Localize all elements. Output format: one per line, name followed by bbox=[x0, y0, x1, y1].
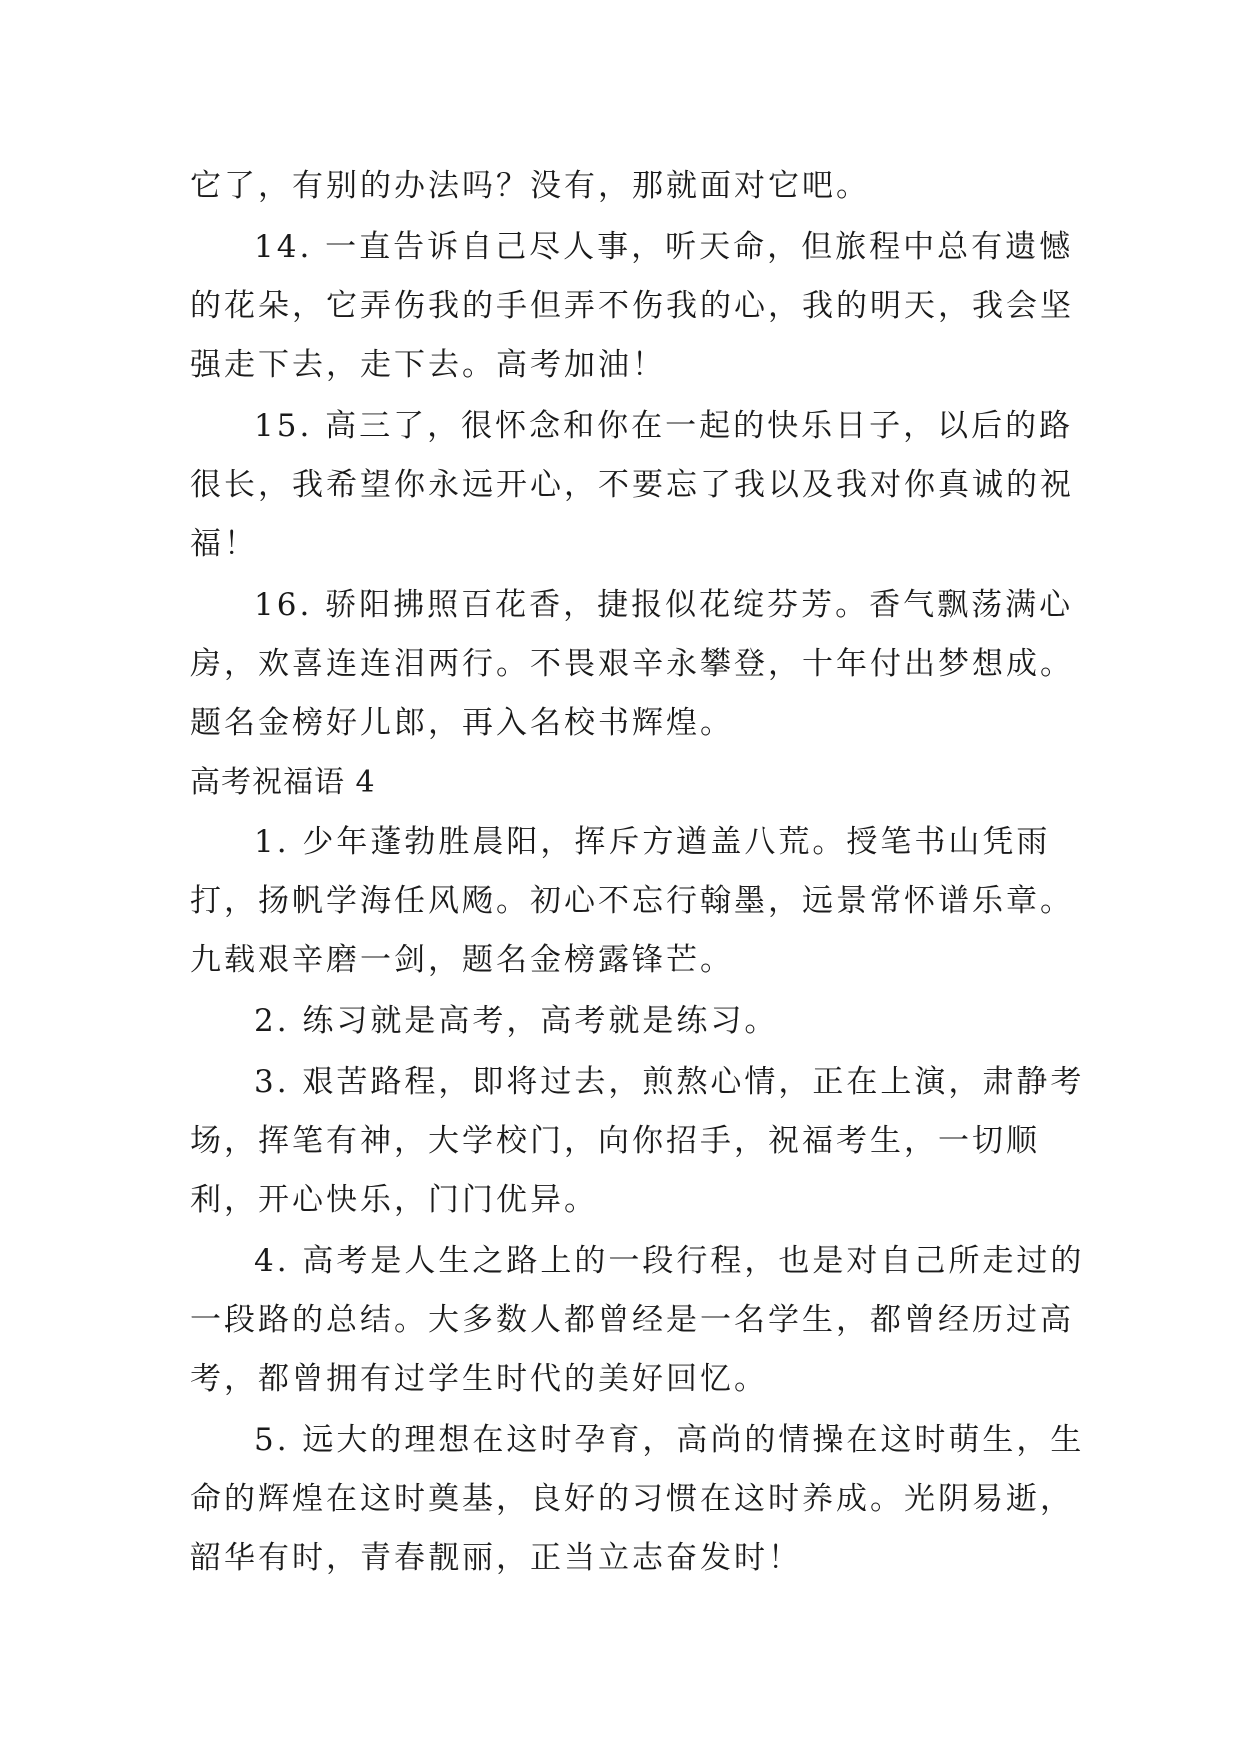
document-body bbox=[190, 157, 1090, 1590]
paragraph-item-2: 2. 练习就是高考，高考就是练习。 bbox=[254, 1003, 779, 1039]
section-heading: 高考祝福语 4 bbox=[190, 765, 376, 800]
paragraph-item-14: 14. 一直告诉自己尽人事，听天命，但旅程中总有遗憾的花朵，它弄伤我的手但弄不伤我的心，我的明天，我会坚强走下去，走下去。高考加油！ bbox=[190, 229, 1074, 383]
paragraph-item-1: 1. 少年蓬勃胜晨阳，挥斥方遒盖八荒。授笔书山凭雨打，扬帆学海任风飏。初心不忘行翰墨，远景常怀谱乐章。九载艰辛磨一剑，题名金榜露锋芒。 bbox=[190, 824, 1074, 978]
paragraph-item-4: 4. 高考是人生之路上的一段行程，也是对自己所走过的一段路的总结。大多数人都曾经是一名学生，都曾经历过高考，都曾拥有过学生时代的美好回忆。 bbox=[190, 1243, 1085, 1397]
paragraph-item-16: 16. 骄阳拂照百花香，捷报似花绽芬芳。香气飘荡满心房，欢喜连连泪两行。不畏艰辛永攀登，十年付出梦想成。题名金榜好儿郎，再入名校书辉煌。 bbox=[190, 587, 1074, 741]
paragraph-item-5: 5. 远大的理想在这时孕育，高尚的情操在这时萌生，生命的辉煌在这时奠基，良好的习惯在这时养成。光阴易逝，韶华有时，青春靓丽，正当立志奋发时！ bbox=[190, 1422, 1085, 1576]
paragraph-item-15: 15. 高三了，很怀念和你在一起的快乐日子，以后的路很长，我希望你永远开心，不要忘了我以及我对你真诚的祝福！ bbox=[190, 408, 1074, 562]
paragraph-item-3: 3. 艰苦路程，即将过去，煎熬心情，正在上演，肃静考场，挥笔有神，大学校门，向你招手，祝福考生，一切顺利，开心快乐，门门优异。 bbox=[190, 1064, 1085, 1218]
paragraph: 它了，有别的办法吗？没有，那就面对它吧。 bbox=[190, 168, 870, 204]
